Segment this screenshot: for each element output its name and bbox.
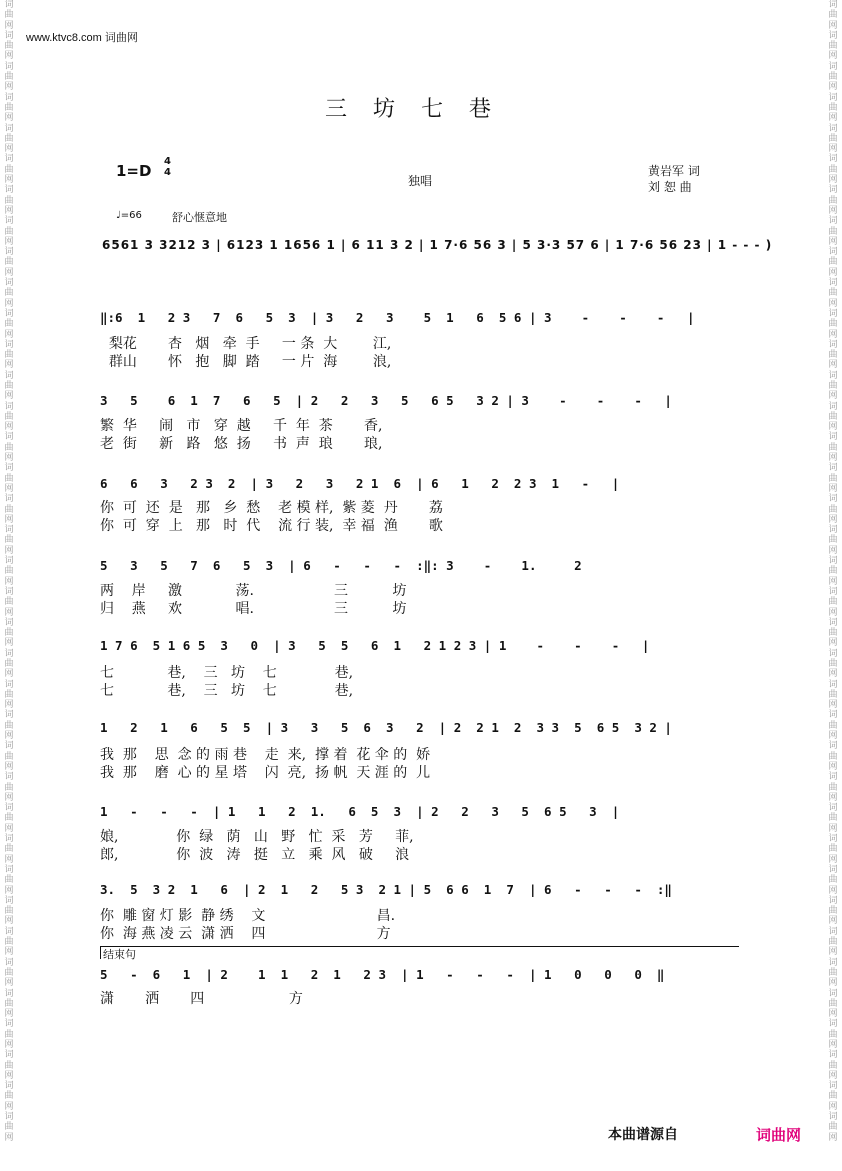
lyric-line-2b: 老 街 新 路 悠 扬 书 声 琅 琅, <box>100 436 383 452</box>
lyric-line-8a: 你 雕 窗 灯 影 静 绣 文 昌. <box>100 908 396 924</box>
intro-line: 6561 3 3212 3 | 6123 1 1656 1 | 6 11 3 2 | 1 7·6 56 3 | 5 3·3 57 6 | 1 7·6 56 23 | 1 - - - ) <box>102 238 773 252</box>
song-title: 三坊七巷 <box>324 97 517 122</box>
notation-line-8: 3. 5 3 2 1 6 | 2 1 2 5 3 2 1 | 5 6 6 1 7 | 6 - - - :‖ <box>100 882 672 897</box>
notation-line-7: 1 - - - | 1 1 2 1. 6 5 3 | 2 2 3 5 6 5 3 | <box>100 804 620 819</box>
lyric-line-7b: 郎, 你 波 涛 挺 立 乘 风 破 浪 <box>100 847 410 863</box>
tempo-mark: ♩=66 <box>116 210 142 221</box>
notation-line-6: 1 2 1 6 5 5 | 3 3 5 6 3 2 | 2 2 1 2 3 3 5 6 5 3 2 | <box>100 720 672 735</box>
composer-credit: 刘 恕 曲 <box>648 180 692 194</box>
performance-form: 独唱 <box>408 174 433 188</box>
watermark-right: 词曲网词曲网词曲网词曲网词曲网词曲网词曲网词曲网词曲网词曲网词曲网词曲网词曲网词曲网词曲网词曲网词曲网词曲网词曲网词曲网词曲网词曲网词曲网词曲网词曲网词曲网词曲网词曲网词曲网词曲网词曲网词曲网词曲网词曲网词曲网词曲网词曲网 <box>828 0 838 1143</box>
lyric-line-8b: 你 海 燕 凌 云 潇 洒 四 方 <box>100 926 391 942</box>
notation-line-9: 5 - 6 1 | 2 1 1 2 1 2 3 | 1 - - - | 1 0 0 0 ‖ <box>100 967 665 982</box>
lyric-line-5a: 七 巷, 三 坊 七 巷, <box>100 665 354 681</box>
mood-mark: 舒心惬意地 <box>172 211 227 224</box>
site-url: www.ktvc8.com 词曲网 <box>26 32 138 44</box>
lyric-line-7a: 娘, 你 绿 荫 山 野 忙 采 芳 菲, <box>100 829 414 845</box>
lyric-line-1a: 梨花 杏 烟 牵 手 一 条 大 江, <box>100 336 392 352</box>
lyric-line-4b: 归 燕 欢 唱. 三 坊 <box>100 601 407 617</box>
ending-bracket: 结束句 <box>100 946 739 959</box>
lyric-line-5b: 七 巷, 三 坊 七 巷, <box>100 683 354 699</box>
lyric-line-3a: 你 可 还 是 那 乡 愁 老 模 样, 紫 菱 丹 荔 <box>100 500 443 516</box>
notation-line-2: 3 5 6 1 7 6 5 | 2 2 3 5 6 5 3 2 | 3 - - - | <box>100 393 672 408</box>
lyric-line-2a: 繁 华 闹 市 穿 越 千 年 茶 香, <box>100 418 383 434</box>
lyric-line-1b: 群山 怀 抱 脚 踏 一 片 海 浪, <box>100 354 392 370</box>
watermark-left: 词曲网词曲网词曲网词曲网词曲网词曲网词曲网词曲网词曲网词曲网词曲网词曲网词曲网词曲网词曲网词曲网词曲网词曲网词曲网词曲网词曲网词曲网词曲网词曲网词曲网词曲网词曲网词曲网词曲网词曲网词曲网词曲网词曲网词曲网词曲网词曲网词曲网 <box>4 0 14 1143</box>
key-signature: 1=D <box>116 162 152 180</box>
notation-line-1: ‖:6 1 2 3 7 6 5 3 | 3 2 3 5 1 6 5 6 | 3 - - - | <box>100 310 695 325</box>
footer-brand: 词曲网 <box>756 1126 802 1144</box>
lyric-line-6a: 我 那 思 念 的 雨 巷 走 来, 撑 着 花 伞 的 娇 <box>100 747 431 763</box>
notation-line-4: 5 3 5 7 6 5 3 | 6 - - - :‖: 3 - 1. 2 <box>100 558 582 573</box>
lyric-line-3b: 你 可 穿 上 那 时 代 流 行 装, 幸 福 渔 歌 <box>100 518 443 534</box>
lyric-line-6b: 我 那 磨 心 的 星 塔 闪 亮, 扬 帆 天 涯 的 儿 <box>100 765 431 781</box>
time-signature: 4 4 <box>164 156 171 178</box>
lyric-line-4a: 两 岸 激 荡. 三 坊 <box>100 583 407 599</box>
lyricist-credit: 黄岩军 词 <box>648 164 700 178</box>
lyric-line-9a: 潇 洒 四 方 <box>100 991 303 1007</box>
notation-line-3: 6 6 3 2 3 2 | 3 2 3 2 1 6 | 6 1 2 2 3 1 - | <box>100 476 620 491</box>
footer-source: 本曲谱源自 <box>608 1127 678 1143</box>
notation-line-5: 1 7 6 5 1 6 5 3 0 | 3 5 5 6 1 2 1 2 3 | 1 - - - | <box>100 638 650 653</box>
